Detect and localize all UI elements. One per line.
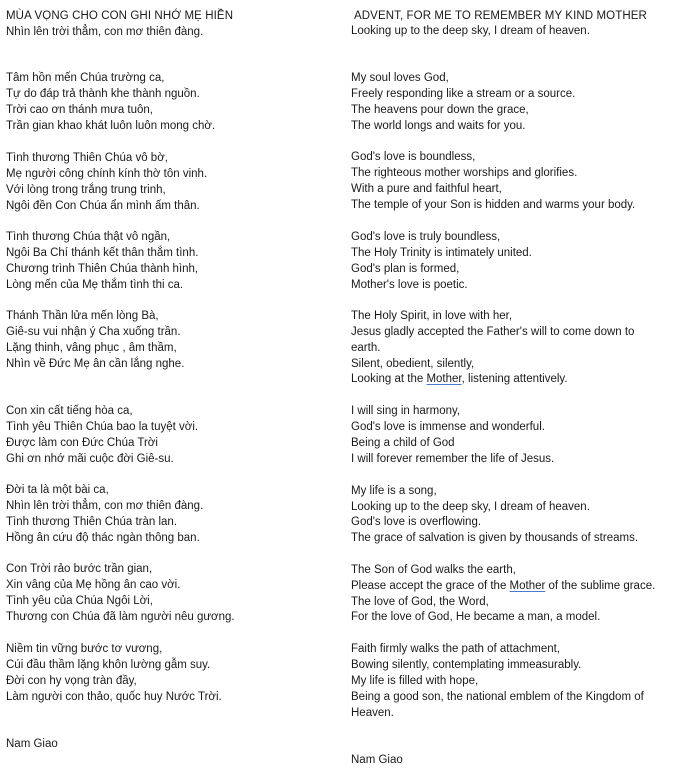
vi-stanza5-line3: Được làm con Đức Chúa Trời [6,437,158,449]
en-stanza7-line2 [351,578,655,594]
en-stanza7-line1: The Son of God walks the earth, [351,564,516,576]
en-stanza2-line2: The righteous mother worships and glorifies. [351,167,578,179]
vi-stanza4-line3: Lặng thinh, vâng phục , âm thầm, [6,342,177,354]
en-stanza7-line4: For the love of God, He became a man, a model. [351,611,601,623]
vi-stanza4-line1: Thánh Thần lửa mến lòng Bà, [6,310,159,322]
en-stanza4-line1: The Holy Spirit, in love with her, [351,310,513,322]
en-stanza1-line1: My soul loves God, [351,72,449,84]
vi-stanza2-line4: Ngôi đền Con Chúa ẩn mình ấm thân. [6,200,200,212]
vi-stanza7-line3: Tình yêu của Chúa Ngôi Lời, [6,595,153,607]
en-stanza4-line4 [351,371,568,387]
mother-word: Mother [509,580,546,592]
vi-stanza6-line2: Nhìn lên trời thẳm, con mơ thiên đàng. [6,500,204,512]
en-stanza1-line4: The world longs and waits for you. [351,120,526,132]
vi-stanza6-line3: Tình thương Thiên Chúa tràn lan. [6,516,178,528]
en-stanza8-line4: Being a good son, the national emblem of the Kingdom of [351,691,644,703]
vi-stanza1-line3: Trời cao ơn thánh mưa tuôn, [6,104,154,116]
en-stanza6-line2: Looking up to the deep sky, I dream of heaven. [351,501,590,513]
en-stanza6-line1: My life is a song, [351,485,437,497]
english-author: Nam Giao [351,754,403,766]
vi-stanza8-line3: Đời con hy vọng tràn đầy, [6,675,137,687]
en-stanza3-line4: Mother's love is poetic. [351,279,468,291]
vi-stanza1-line4: Trần gian khao khát luôn luôn mong chờ. [6,120,216,132]
vi-stanza6-line4: Hồng ân cứu độ thác ngàn thông ban. [6,532,200,544]
en-stanza4-line2-wrap: earth. [351,342,381,354]
en-stanza5-line3: Being a child of God [351,437,455,449]
vi-stanza5-line1: Con xin cất tiếng hòa ca, [6,405,133,417]
vi-stanza2-line1: Tình thương Thiên Chúa vô bờ, [6,152,168,164]
vi-stanza8-line4: Làm người con thảo, quốc huy Nước Trời. [6,691,222,703]
en-stanza7-line2-post: of the sublime grace. [545,580,656,592]
vi-stanza4-line2: Giê-su vui nhận ý Cha xuống trần. [6,326,181,338]
vi-stanza3-line4: Lòng mến của Mẹ thắm tình thi ca. [6,279,184,291]
vi-stanza2-line2: Mẹ người công chính kính thờ tôn vinh. [6,168,208,180]
vi-stanza3-line1: Tình thương Chúa thật vô ngần, [6,231,171,243]
en-stanza5-line1: I will sing in harmony, [351,405,461,417]
en-stanza8-line4-wrap: Heaven. [351,707,394,719]
en-stanza8-line3: My life is filled with hope, [351,675,479,687]
en-stanza1-line2: Freely responding like a stream or a source. [351,88,576,100]
en-stanza8-line2: Bowing silently, contemplating immeasurably. [351,659,582,671]
vi-stanza6-line1: Đời ta là một bài ca, [6,484,109,496]
en-stanza7-line3: The love of God, the Word, [351,596,489,608]
en-stanza3-line3: God's plan is formed, [351,263,460,275]
vi-stanza5-line4: Ghi ơn nhớ mãi cuộc đời Giê-su. [6,453,174,465]
en-stanza3-line1: God's love is truly boundless, [351,231,501,243]
en-stanza2-line3: With a pure and faithful heart, [351,183,502,195]
vi-stanza3-line2: Ngôi Ba Chí thánh kết thân thắm tình. [6,247,199,259]
vi-stanza5-line2: Tình yêu Thiên Chúa bao la tuyệt vời. [6,421,199,433]
vi-stanza1-line2: Tự do đáp trả thành khe thành nguồn. [6,88,200,100]
vi-stanza8-line2: Cúi đầu thầm lặng khôn lường gẫm suy. [6,659,211,671]
vietnamese-subtitle: Nhìn lên trời thẳm, con mơ thiên đàng. [6,26,204,38]
en-stanza8-line1: Faith firmly walks the path of attachment, [351,643,561,655]
vi-stanza7-line1: Con Trời rảo bước trần gian, [6,563,153,575]
vietnamese-title: MÙA VỌNG CHO CON GHI NHỚ MẸ HIỀN [6,10,234,22]
vi-stanza2-line3: Với lòng trong trắng trung trinh, [6,184,166,196]
en-stanza3-line2: The Holy Trinity is intimately united. [351,247,532,259]
vi-stanza1-line1: Tâm hồn mến Chúa trường ca, [6,72,165,84]
vi-stanza8-line1: Niềm tin vững bước tơ vương, [6,643,163,655]
vi-stanza3-line3: Chương trình Thiên Chúa thành hình, [6,263,199,275]
en-stanza4-line4-pre: Looking at the [351,373,427,385]
en-stanza7-line2-pre: Please accept the grace of the [351,580,510,592]
en-stanza5-line2: God's love is immense and wonderful. [351,421,545,433]
en-stanza4-line2: Jesus gladly accepted the Father's will to come down to [351,326,635,338]
vi-stanza7-line4: Thương con Chúa đã làm người nêu gương. [6,611,235,623]
en-stanza1-line3: The heavens pour down the grace, [351,104,529,116]
english-title: ADVENT, FOR ME TO REMEMBER MY KIND MOTHER [354,10,647,22]
vi-stanza4-line4: Nhìn về Đức Mẹ ân cần lắng nghe. [6,358,185,370]
en-stanza2-line4: The temple of your Son is hidden and warms your body. [351,199,636,211]
en-stanza4-line3: Silent, obedient, silently, [351,358,475,370]
en-stanza6-line4: The grace of salvation is given by thousands of streams. [351,532,639,544]
en-stanza5-line4: I will forever remember the life of Jesus. [351,453,555,465]
english-subtitle: Looking up to the deep sky, I dream of heaven. [351,25,590,37]
en-stanza2-line1: God's love is boundless, [351,151,476,163]
en-stanza6-line3: God's love is overflowing. [351,516,482,528]
vi-stanza7-line2: Xin vâng của Mẹ hồng ân cao vời. [6,579,181,591]
en-stanza4-line4-post: , listening attentively. [461,373,568,385]
mother-word: Mother [426,373,462,385]
vietnamese-author: Nam Giao [6,738,58,750]
